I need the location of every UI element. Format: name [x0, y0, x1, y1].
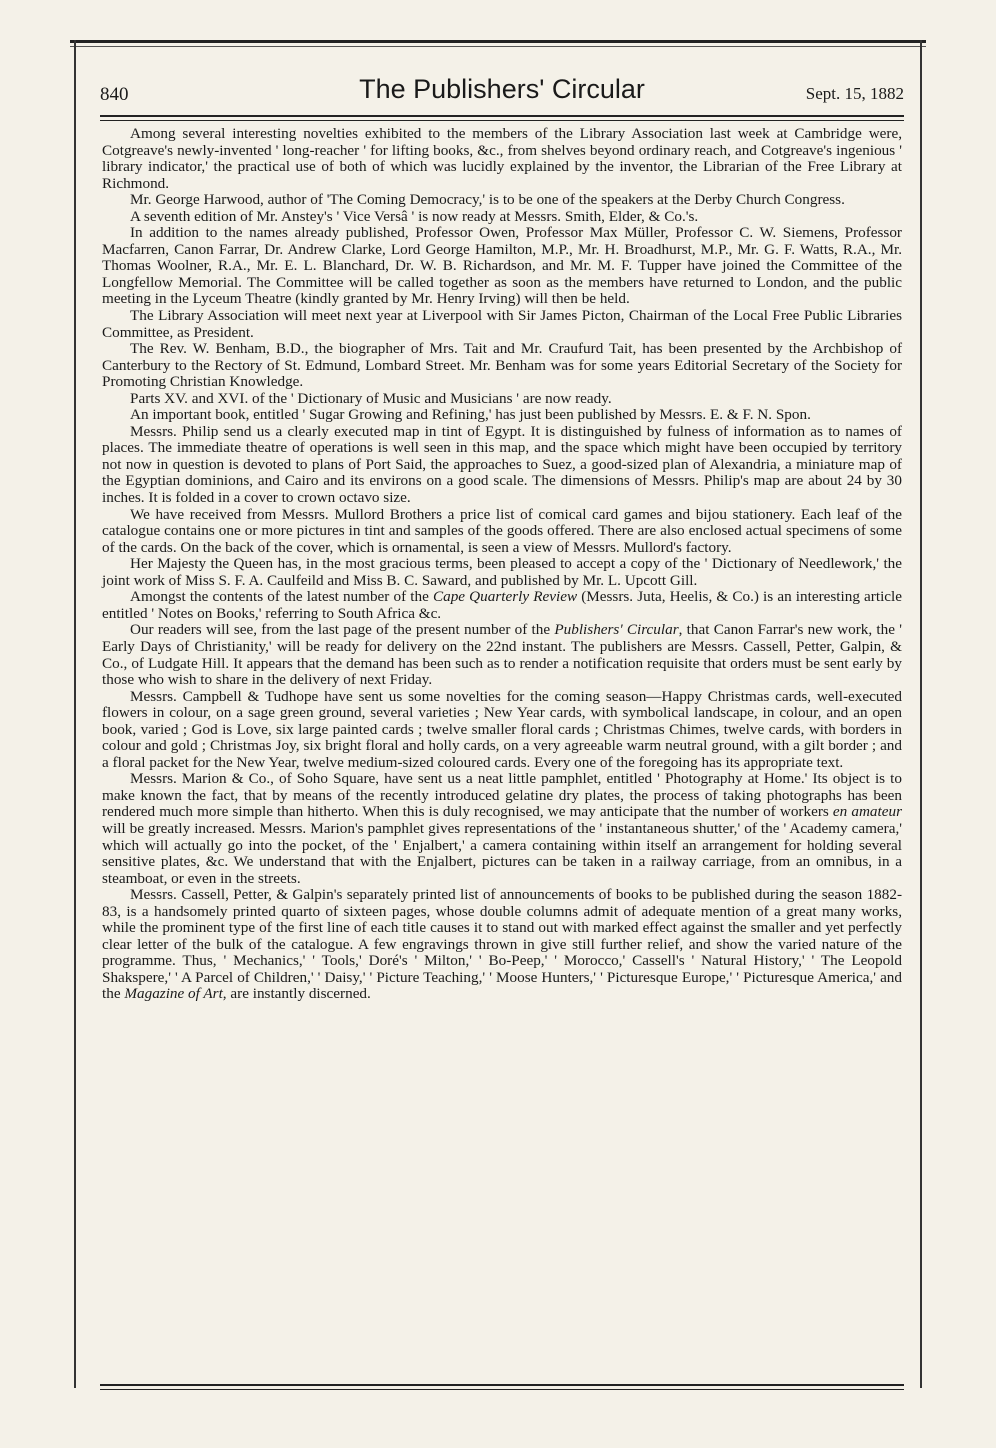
- paragraph-needlework: Her Majesty the Queen has, in the most gracious terms, been pleased to accept a copy of the ' Dictionary of Needlework,' the joint work of Miss S. F. A. Caulfeild and Miss B. C. Saward, and published by Mr. L. Upcott Gill.: [102, 555, 902, 589]
- left-border-rule: [74, 40, 76, 1388]
- paragraph-mullord: We have received from Messrs. Mullord Brothers a price list of comical card games and bijou stationery. Each leaf of the catalogue contains one or more pictures in tint and samples of the goods offered. There are also enclosed actual specimens of some of the cards. On the back of the cover, which is ornamental, is seen a view of Messrs. Mullord's factory.: [102, 505, 902, 556]
- paragraph-farrar: Our readers will see, from the last page of the present number of the Publishers' Circular, that Canon Farrar's new work, the ' Early Days of Christianity,' will be ready for delivery on the 22nd instant. The publishers are Messrs. Cassell, Petter, Galpin, & Co., of Ludgate Hill. It appears that the demand has been such as to render a notification requisite that orders must be sent early by those who wish to share in the delivery of next Friday.: [102, 621, 902, 689]
- paragraph-longfellow: In addition to the names already published, Professor Owen, Professor Max Müller, Professor C. W. Siemens, Professor Macfarren, Canon Farrar, Dr. Andrew Clarke, Lord George Hamilton, M.P., Mr. H. Broadhurst, M.P., Mr. G. F. Watts, R.A., Mr. Thomas Woolner, R.A., Mr. E. L. Blanchard, Dr. W. B. Richardson, and Mr. M. F. Tupper have joined the Committee of the Longfellow Memorial. The Committee will be called together as soon as the members have returned to London, and the public meeting in the Lyceum Theatre (kindly granted by Mr. Henry Irving) will then be held.: [102, 224, 902, 308]
- paragraph-cassell-list: Messrs. Cassell, Petter, & Galpin's separately printed list of announcements of books to be published during the season 1882-83, is a handsomely printed quarto of sixteen pages, whose double columns admit of adequate mention of a great many works, while the prominent type of the first line of each title causes it to stand out with marked effect against the smaller and yet perfectly clear letter of the bulk of the catalogue. A few engravings thrown in give still further relief, and show the varied nature of the programme. Thus, ' Mechanics,' ' Tools,' Doré's ' Milton,' ' Bo-Peep,' ' Morocco,' Cassell's ' Natural History,' ' The Leopold Shakspere,' ' A Parcel of Children,' ' Daisy,' ' Picture Teaching,' ' Moose Hunters,' ' Picturesque Europe,' ' Picturesque America,' and the Magazine of Art, are instantly discerned.: [102, 886, 902, 1003]
- running-header: [100, 74, 904, 108]
- paragraph-egypt-map: Messrs. Philip send us a clearly executed map in tint of Egypt. It is distinguished by fulness of information as to names of places. The immediate theatre of operations is well seen in this map, and the space which might have been occupied by territory not now in question is devoted to plans of Port Said, the approaches to Suez, a good-sized plan of Alexandria, a miniature map of the Egyptian dominions, and Cairo and its environs on a good scale. The dimensions of Messrs. Philip's map are about 24 by 30 inches. It is folded in a cover to crown octavo size.: [102, 422, 902, 507]
- page-number: 840: [100, 84, 129, 105]
- right-border-rule: [920, 40, 922, 1388]
- footer-rule-thick: [100, 1384, 904, 1386]
- top-border-rule: [70, 40, 926, 43]
- paragraph-marion: Messrs. Marion & Co., of Soho Square, have sent us a neat little pamphlet, entitled ' Photography at Home.' Its object is to make known the fact, that by means of the recently introduced gelatine dry plates, the process of taking photographs has been rendered much more simple than hitherto. When this is duly recognised, we may anticipate that the number of workers en amateur will be greatly increased. Messrs. Marion's pamphlet gives representations of the ' instantaneous shutter,' of the ' Academy camera,' which will actually go into the pocket, of the ' Enjalbert,' a camera containing within itself an arrangement for holding several sensitive plates, &c. We understand that with the Enjalbert, pictures can be taken in a railway carriage, from an omnibus, in a steamboat, or even in the streets.: [102, 770, 902, 887]
- top-border-rule-thin: [70, 46, 926, 47]
- publication-title: The Publishers' Circular: [359, 74, 645, 104]
- footer-rule-thin: [100, 1389, 904, 1390]
- paragraph-dictionary-music: Parts XV. and XVI. of the ' Dictionary of Music and Musicians ' are now ready.: [130, 389, 612, 407]
- paragraph-sugar: An important book, entitled ' Sugar Growing and Refining,' has just been published by Messrs. E. & F. N. Spon.: [130, 406, 811, 424]
- article-body: [102, 126, 902, 1003]
- header-rule-thick: [100, 115, 904, 117]
- issue-date: Sept. 15, 1882: [805, 84, 904, 103]
- paragraph-library-association: Among several interesting novelties exhibited to the members of the Library Association last week at Cambridge were, Cotgreave's newly-invented ' long-reacher ' for lifting books, &c., from shelves beyond ordinary reach, and Cotgreave's ingenious ' library indicator,' the practical use of both of which was lucidly explained by the inventor, the Librarian of the Free Library at Richmond.: [102, 125, 902, 192]
- paragraph-liverpool: The Library Association will meet next year at Liverpool with Sir James Picton, Chairman of the Local Free Public Libraries Committee, as President.: [102, 307, 902, 341]
- header-rule-thin: [100, 120, 904, 121]
- paragraph-anstey: A seventh edition of Mr. Anstey's ' Vice Versâ ' is now ready at Messrs. Smith, Elder, & Co.'s.: [130, 207, 699, 225]
- paragraph-cape-review: Amongst the contents of the latest number of the Cape Quarterly Review (Messrs. Juta, Heelis, & Co.) is an interesting article entitled ' Notes on Books,' referring to South Africa &c.: [102, 588, 902, 622]
- paragraph-harwood: Mr. George Harwood, author of 'The Coming Democracy,' is to be one of the speakers at the Derby Church Congress.: [130, 191, 845, 209]
- paragraph-campbell-tudhope: Messrs. Campbell & Tudhope have sent us some novelties for the coming season—Happy Christmas cards, well-executed flowers in colour, on a sage green ground, several varieties ; New Year cards, with symbolical landscape, in colour, and an open book, varied ; God is Love, six large painted cards ; twelve smaller floral cards ; Christmas Chimes, twelve cards, with borders in colour and gold ; Christmas Joy, six bright floral and holly cards, on a very agreeable warm neutral ground, with a gilt border ; and a floral packet for the New Year, twelve medium-sized coloured cards. Every one of the foregoing has its appropriate text.: [102, 687, 902, 771]
- paragraph-benham: The Rev. W. Benham, B.D., the biographer of Mrs. Tait and Mr. Craufurd Tait, has been presented by the Archbishop of Canterbury to the Rectory of St. Edmund, Lombard Street. Mr. Benham was for some years Editorial Secretary of the Society for Promoting Christian Knowledge.: [102, 340, 902, 391]
